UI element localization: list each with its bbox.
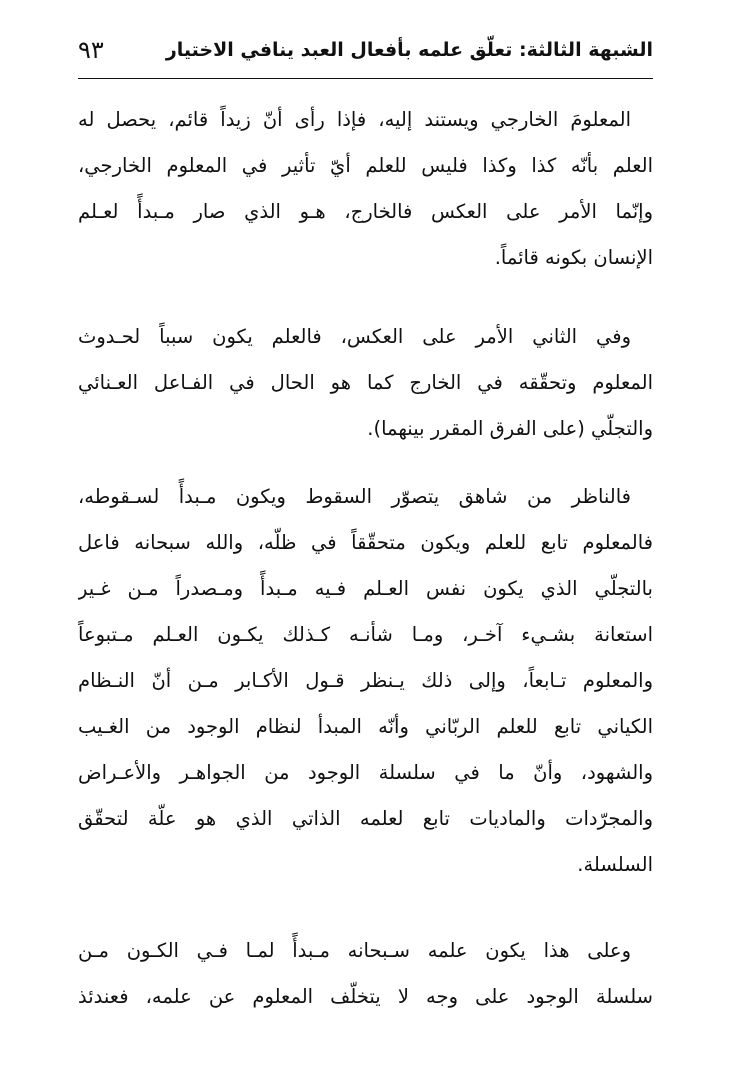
paragraph-4 — [78, 928, 653, 1020]
text-line: وعلى هذا يكون علمه سـبحانه مـبدأً لمـا فـي الكـون مـن — [78, 939, 631, 962]
text-line: سلسلة الوجود على وجه لا يتخلّف المعلوم عن علمه، فعندئذ — [78, 985, 653, 1008]
text-line: والمجرّدات والماديات تابع لعلمه الذاتي الذي هو علّة لتحقّق — [78, 807, 653, 830]
text-line: المعلومَ الخارجي ويستند إليه، فإذا رأى أنّ زيداً قائم، يحصل له — [78, 108, 631, 131]
text-line: استعانة بشـيء آخـر، ومـا شأنـه كـذلك يكـون العـلم مـتبوعاً — [78, 623, 653, 646]
paragraph-2 — [78, 314, 653, 452]
header-divider — [78, 78, 653, 79]
text-line: وإنّما الأمر على العكس فالخارج، هـو الذي صار مـبدأً لعـلم — [78, 200, 653, 223]
text-line: العلم بأنّه كذا وكذا فليس للعلم أيّ تأثير في المعلوم الخارجي، — [78, 154, 653, 177]
text-line: وفي الثاني الأمر على العكس، فالعلم يكون سبباً لحـدوث — [78, 325, 631, 348]
page-number: ٩٣ — [78, 36, 104, 64]
text-line: والشهود، وأنّ ما في سلسلة الوجود من الجواهـر والأعـراض — [78, 761, 653, 784]
text-line: والتجلّي (على الفرق المقرر بينهما). — [367, 417, 653, 440]
text-line: السلسلة. — [577, 853, 653, 876]
text-line: فالناظر من شاهق يتصوّر السقوط ويكون مـبدأً لسـقوطه، — [78, 485, 631, 508]
text-line: بالتجلّي الذي يكون نفس العـلم فـيه مـبدأً ومـصدراً مـن غـير — [78, 577, 653, 600]
text-line: المعلوم وتحقّقه في الخارج كما هو الحال في الفـاعل العـنائي — [78, 371, 653, 394]
page-header — [78, 28, 653, 72]
running-title: الشبهة الثالثة: تعلّق علمه بأفعال العبد ينافي الاختيار — [165, 39, 653, 61]
text-line: الكياني تابع للعلم الربّاني وأنّه المبدأ لنظام الوجود من الغـيب — [78, 715, 653, 738]
text-line: والمعلوم تـابعاً، وإلى ذلك يـنظر قـول الأكـابر مـن أنّ النـظام — [78, 669, 653, 692]
text-line: فالمعلوم تابع للعلم ويكون متحقّقاً في ظلّه، والله سبحانه فاعل — [78, 531, 653, 554]
paragraph-3 — [78, 474, 653, 888]
paragraph-1 — [78, 97, 653, 281]
text-line: الإنسان بكونه قائماً. — [494, 246, 653, 269]
